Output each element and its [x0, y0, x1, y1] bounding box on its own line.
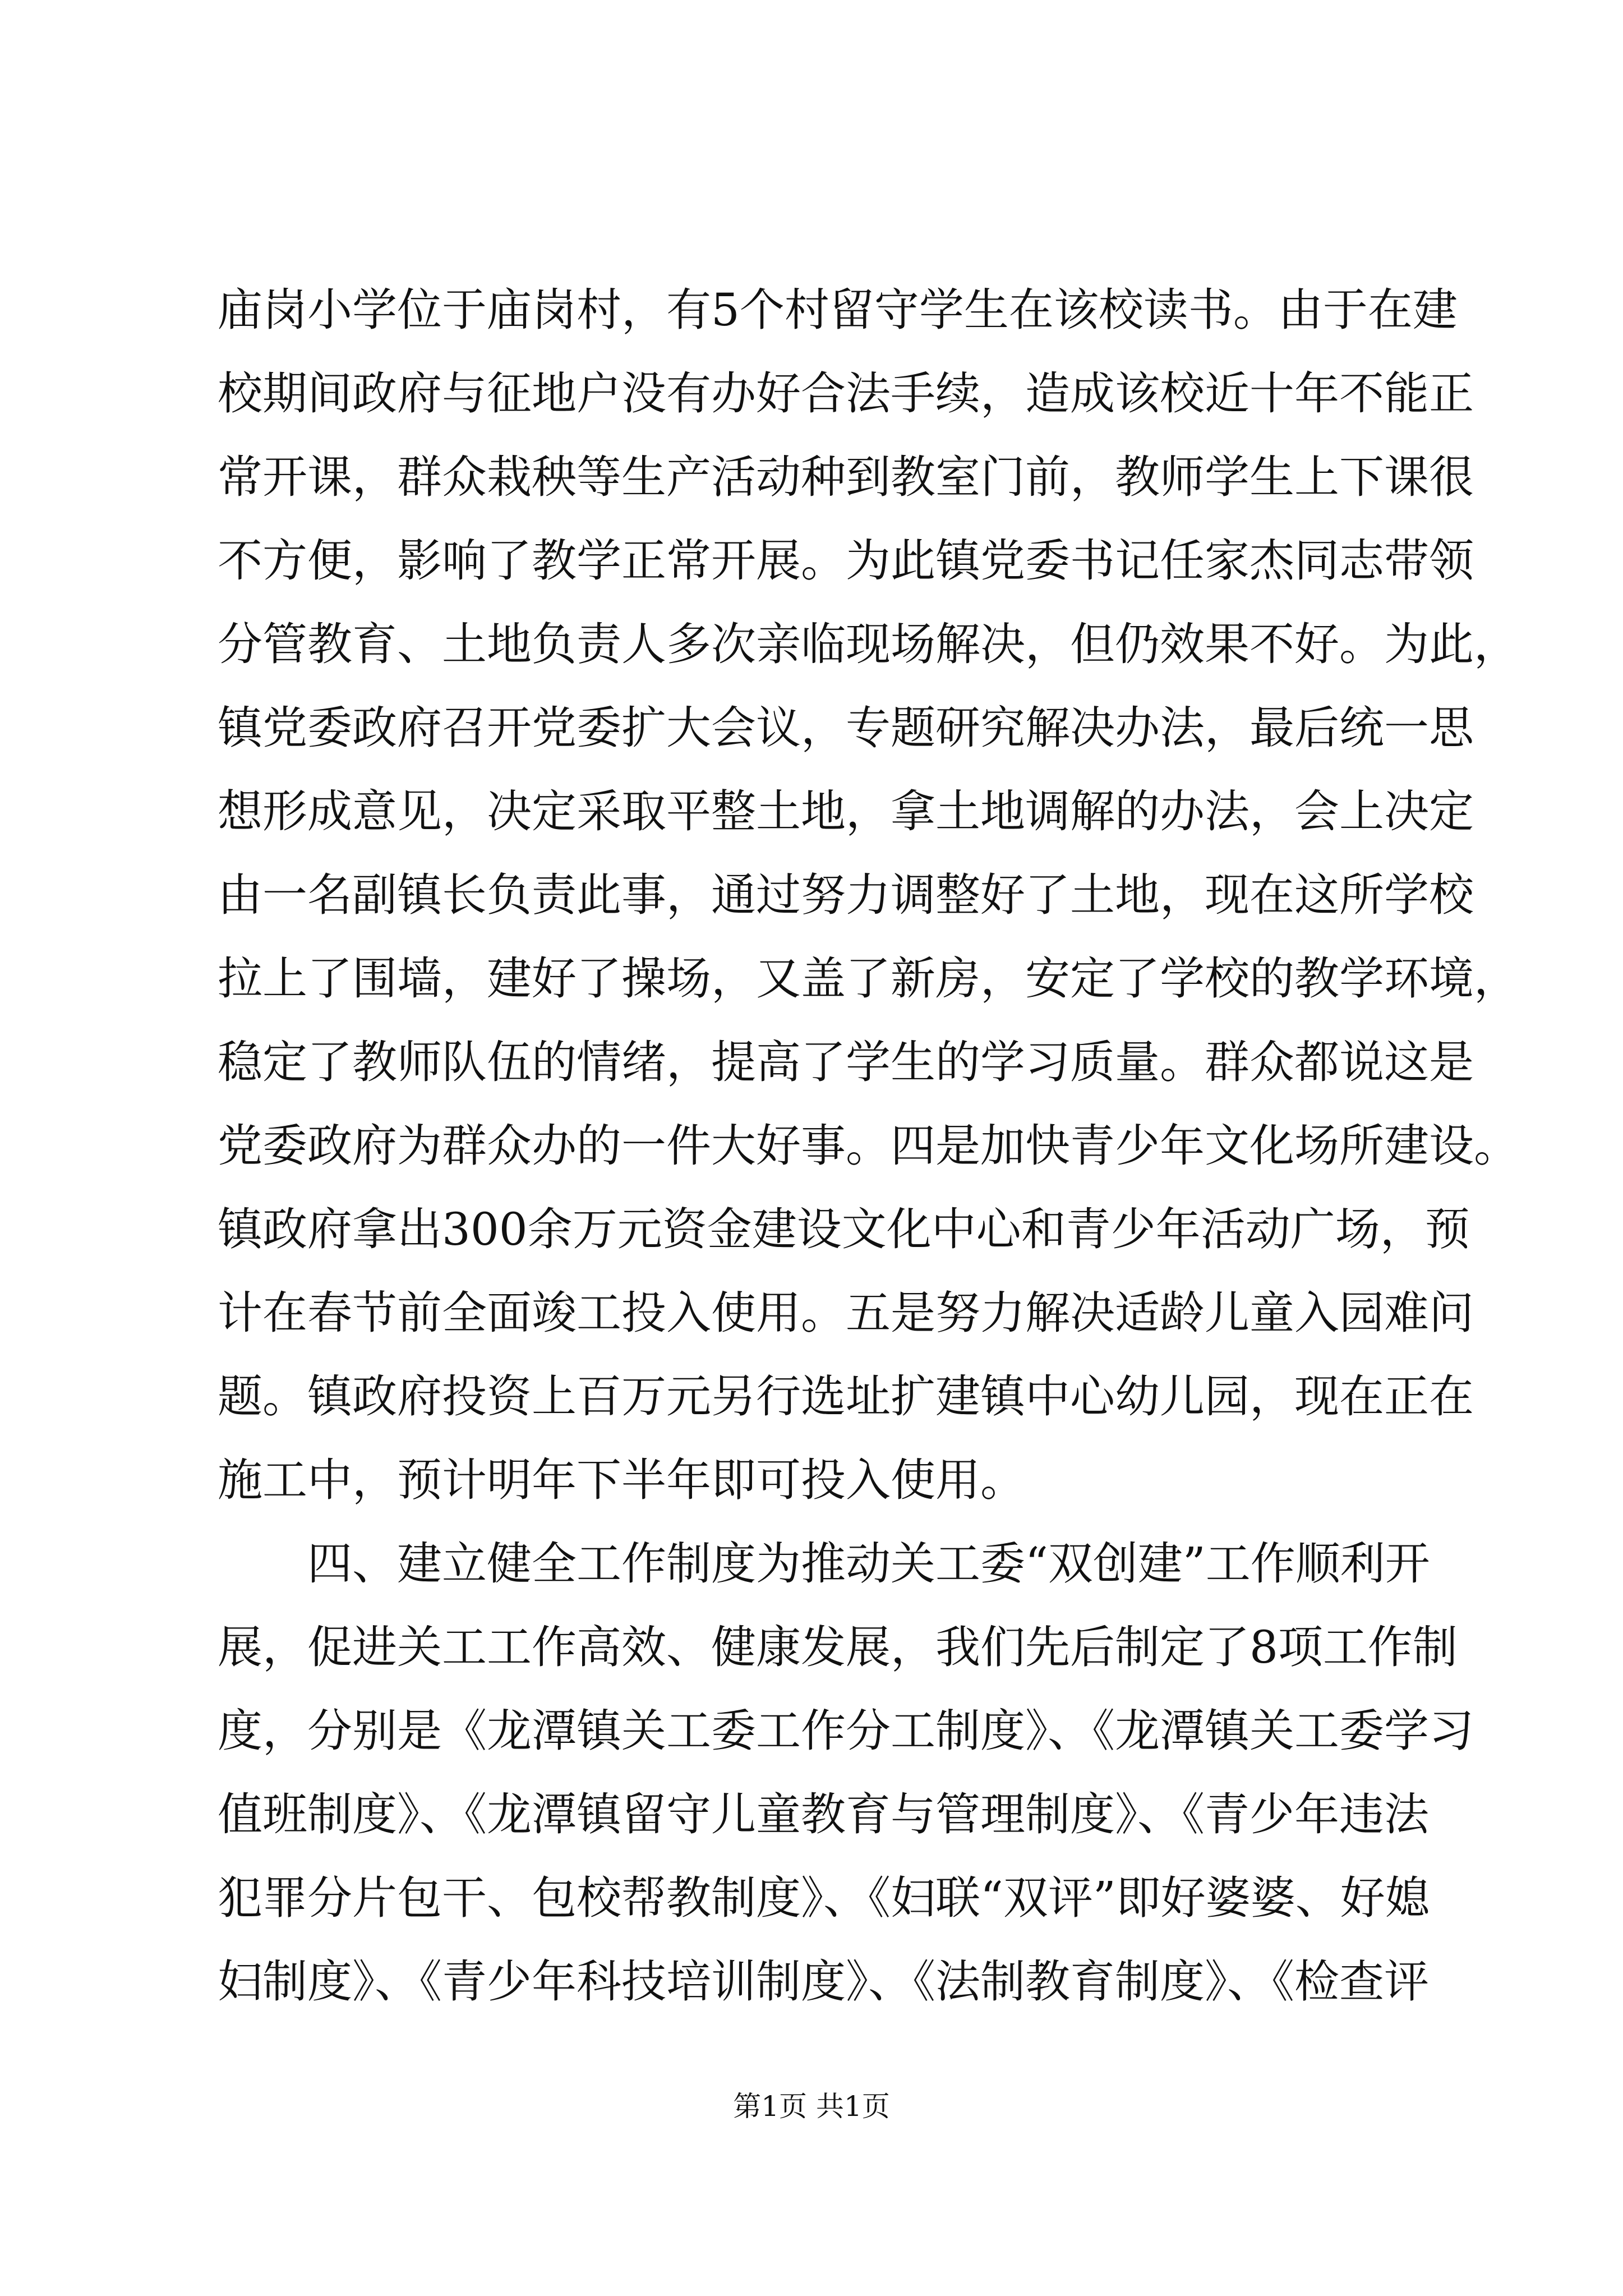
text-line: 度，分别是《龙潭镇关工委工作分工制度》、《龙潭镇关工委学习 [218, 1705, 1474, 1757]
page-number: 第1页 共1页 [733, 2090, 890, 2123]
text-line: 不方便，影响了教学正常开展。为此镇党委书记任家杰同志带领 [218, 535, 1474, 587]
text-line: 计在春节前全面竣工投入使用。五是努力解决适龄儿童入园难问 [218, 1287, 1474, 1339]
text-line: 拉上了围墙，建好了操场，又盖了新房，安定了学校的教学环境， [218, 953, 1519, 1005]
text-line: 镇党委政府召开党委扩大会议，专题研究解决办法，最后统一思 [218, 702, 1474, 754]
text-line: 稳定了教师队伍的情绪，提高了学生的学习质量。群众都说这是 [218, 1036, 1474, 1088]
section-heading-line: 四、建立健全工作制度为推动关工委“双创建”工作顺利开 [307, 1538, 1430, 1590]
text-line: 常开课，群众栽秧等生产活动种到教室门前，教师学生上下课很 [218, 451, 1474, 503]
text-line: 党委政府为群众办的一件大好事。四是加快青少年文化场所建设。 [218, 1120, 1519, 1172]
text-line: 由一名副镇长负责此事，通过努力调整好了土地，现在这所学校 [218, 869, 1474, 921]
text-line: 校期间政府与征地户没有办好合法手续，造成该校近十年不能正 [218, 367, 1474, 420]
text-line: 镇政府拿出300余万元资金建设文化中心和青少年活动广场，预 [218, 1203, 1470, 1255]
text-line: 妇制度》、《青少年科技培训制度》、《法制教育制度》、《检查评 [218, 1955, 1429, 2008]
text-line: 分管教育、土地负责人多次亲临现场解决，但仍效果不好。为此， [218, 618, 1519, 670]
text-line: 庙岗小学位于庙岗村，有5个村留守学生在该校读书。由于在建 [218, 284, 1458, 336]
text-line: 想形成意见，决定采取平整土地，拿土地调解的办法，会上决定 [218, 785, 1474, 838]
page-footer [0, 2087, 1623, 2126]
text-line: 题。镇政府投资上百万元另行选址扩建镇中心幼儿园，现在正在 [218, 1370, 1474, 1423]
text-line: 犯罪分片包干、包校帮教制度》、《妇联“双评”即好婆婆、好媳 [218, 1872, 1430, 1924]
text-line: 值班制度》、《龙潭镇留守儿童教育与管理制度》、《青少年违法 [218, 1788, 1429, 1841]
text-line: 展，促进关工工作高效、健康发展，我们先后制定了8项工作制 [218, 1621, 1458, 1673]
body-text [218, 268, 1519, 2023]
text-line: 施工中，预计明年下半年即可投入使用。 [218, 1454, 1025, 1506]
